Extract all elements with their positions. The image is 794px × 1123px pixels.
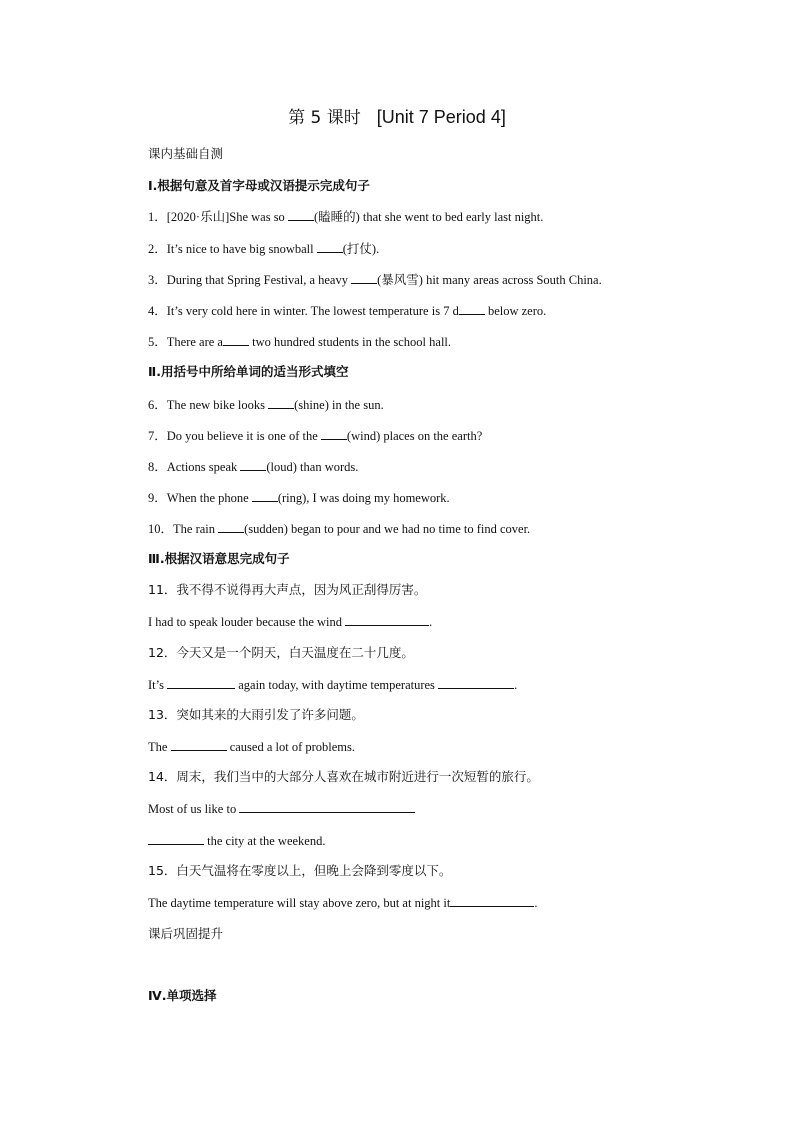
question-number: 1．: [148, 210, 167, 224]
question-15-prompt: [148, 863, 451, 879]
page-title: [0, 106, 794, 129]
question-14-answer-cont: [148, 832, 325, 849]
question-1: [148, 208, 543, 225]
question-text: (暴风雪) hit many areas across South China.: [377, 273, 602, 287]
question-number: 9．: [148, 491, 167, 505]
answer-blank[interactable]: [438, 676, 514, 689]
answer-blank[interactable]: [148, 832, 204, 845]
question-text: (ring), I was doing my homework.: [277, 491, 450, 505]
question-number: 14．: [148, 769, 177, 784]
question-chinese: 周末，我们当中的大部分人喜欢在城市附近进行一次短暂的旅行。: [176, 769, 539, 784]
question-text: .: [534, 896, 538, 910]
title-cn: 第 5 课时: [288, 108, 361, 128]
question-number: 6．: [148, 398, 167, 412]
question-text: The rain: [173, 522, 219, 536]
question-number: 8．: [148, 460, 167, 474]
question-text: Do you believe it is one of the: [166, 429, 321, 443]
question-13-prompt: [148, 707, 364, 723]
question-text: It’s: [148, 678, 168, 692]
question-number: 7．: [148, 429, 167, 443]
answer-blank[interactable]: [223, 333, 249, 346]
answer-blank[interactable]: [171, 738, 227, 751]
answer-blank[interactable]: [288, 208, 314, 221]
question-11-prompt: [148, 582, 426, 598]
title-en: [Unit 7 Period 4]: [376, 107, 506, 127]
question-number: 2．: [148, 242, 167, 256]
answer-blank[interactable]: [268, 396, 294, 409]
question-text: (打仗).: [342, 242, 380, 256]
question-text: There are a: [166, 335, 223, 349]
section-part1: Ⅰ.根据句意及首字母或汉语提示完成句子: [148, 178, 370, 193]
question-text: It’s nice to have big snowball: [166, 242, 317, 256]
question-text: The: [148, 740, 171, 754]
question-text: The daytime temperature will stay above zero, but at night it: [148, 896, 451, 910]
question-14-answer: [148, 800, 415, 817]
question-text: .: [514, 678, 518, 692]
answer-blank[interactable]: [218, 520, 244, 533]
question-12-prompt: [148, 645, 414, 661]
question-number: 5．: [148, 335, 167, 349]
question-number: 4．: [148, 304, 167, 318]
question-7: [148, 427, 482, 444]
question-number: 13．: [148, 707, 177, 722]
question-text: (瞌睡的) that she went to bed early last night.: [313, 210, 544, 224]
question-chinese: 白天气温将在零度以上，但晚上会降到零度以下。: [176, 863, 452, 878]
question-11-answer: [148, 613, 432, 630]
answer-blank[interactable]: [321, 427, 347, 440]
question-number: 3．: [148, 273, 167, 287]
question-text: The new bike looks: [166, 398, 269, 412]
section-afterclass: 课后巩固提升: [148, 926, 224, 941]
question-chinese: 突如其来的大雨引发了许多问题。: [176, 707, 364, 722]
section-inclass: 课内基础自测: [148, 146, 224, 161]
question-text: the city at the weekend.: [204, 834, 326, 848]
question-text: two hundred students in the school hall.: [248, 335, 452, 349]
answer-blank[interactable]: [240, 458, 266, 471]
answer-blank[interactable]: [252, 489, 278, 502]
question-text: Most of us like to: [148, 802, 240, 816]
question-10: [148, 520, 530, 537]
question-4: [148, 302, 546, 319]
question-text: caused a lot of problems.: [226, 740, 355, 754]
question-chinese: 今天又是一个阴天，白天温度在二十几度。: [176, 645, 414, 660]
question-2: [148, 240, 379, 257]
question-number: 12．: [148, 645, 177, 660]
question-text: During that Spring Festival, a heavy: [166, 273, 352, 287]
question-text: (sudden) began to pour and we had no time to find cover.: [244, 522, 531, 536]
question-number: 15．: [148, 863, 177, 878]
question-3: [148, 271, 602, 288]
question-6: [148, 396, 384, 413]
question-chinese: 我不得不说得再大声点，因为风正刮得厉害。: [176, 582, 427, 597]
section-part3: Ⅲ.根据汉语意思完成句子: [148, 551, 290, 566]
question-15-answer: [148, 894, 537, 911]
question-text: (wind) places on the earth?: [346, 429, 483, 443]
question-text: I had to speak louder because the wind: [148, 615, 346, 629]
question-text: When the phone: [166, 491, 252, 505]
section-part2: Ⅱ.用括号中所给单词的适当形式填空: [148, 364, 349, 379]
question-5: [148, 333, 451, 350]
question-9: [148, 489, 450, 506]
answer-blank[interactable]: [450, 894, 534, 907]
section-part4: Ⅳ.单项选择: [148, 988, 217, 1003]
question-13-answer: [148, 738, 355, 755]
question-8: [148, 458, 358, 475]
question-text: below zero.: [484, 304, 547, 318]
answer-blank[interactable]: [317, 240, 343, 253]
question-14-prompt: [148, 769, 539, 785]
answer-blank[interactable]: [351, 271, 377, 284]
answer-blank[interactable]: [167, 676, 235, 689]
question-number: 10．: [148, 522, 174, 536]
question-12-answer: [148, 676, 517, 693]
question-text: (shine) in the sun.: [294, 398, 384, 412]
question-text: It’s very cold here in winter. The lowest temperature is 7 d: [166, 304, 459, 318]
question-number: 11．: [148, 582, 177, 597]
question-text: [2020·乐山]She was so: [166, 210, 288, 224]
answer-blank[interactable]: [345, 613, 429, 626]
question-text: Actions speak: [166, 460, 241, 474]
answer-blank[interactable]: [459, 302, 485, 315]
question-text: .: [429, 615, 433, 629]
question-text: (loud) than words.: [266, 460, 359, 474]
answer-blank[interactable]: [239, 800, 415, 813]
question-text: again today, with daytime temperatures: [235, 678, 439, 692]
